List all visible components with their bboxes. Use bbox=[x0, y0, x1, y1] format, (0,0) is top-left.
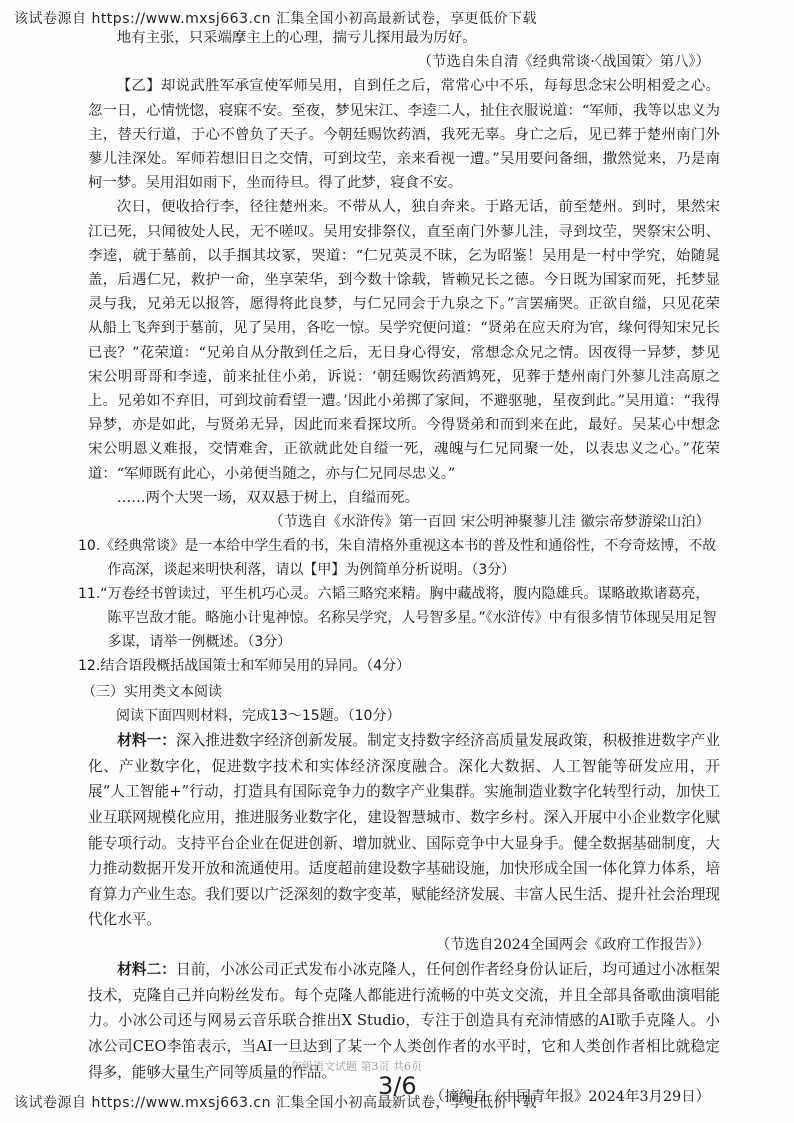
footer-page-caption: 八年级语文试题 第3页 共6页 bbox=[280, 1060, 422, 1073]
question-text: 《经典常谈》是一本给中学生看的书，朱自清格外重视这本书的普及性和通俗性，不夸奇炫博，不故作高深，谈起来明快利落，请以【甲】为例简单分析说明。（3分） bbox=[100, 538, 717, 579]
passage-b-source: （节选自《水浒传》第一百回 宋公明神聚蓼儿洼 徽宗帝梦游梁山泊） bbox=[269, 514, 710, 531]
question-text: “万卷经书曾读过，平生机巧心灵。六韬三略究来精。胸中藏战将，腹内隐雄兵。谋略敢欺诸葛亮，陈平岂敌才能。略施小计鬼神惊。名称吴学究，人号智多星。”《水浒传》中有很多情节体现吴用足智多谋，请举一例概述。（3分） bbox=[100, 586, 717, 651]
question-list bbox=[78, 534, 720, 678]
passage-a-source: （节选自朱自清《经典常谈·〈战国策〉第八》） bbox=[417, 54, 710, 71]
question-item bbox=[78, 534, 720, 582]
material-two-text: 日前，小冰公司正式发布小冰克隆人，任何创作者经身份认证后，均可通过小冰框架技术，克隆自己并向粉丝发布。每个克隆人都能进行流畅的中英文交流，并且全部具备歌曲演唱能力。小冰公司还与网易云音乐联合推出X Studio，专注于创造具有充沛情感的AI歌手克隆人。小冰公司CEO李笛表示，当AI一旦达到了某一个人类创作者的水平时，它和人类创作者相比就稳定得多，能够大量生产同等质量的作品。 bbox=[88, 961, 720, 1081]
page-number: 3/6 bbox=[378, 1072, 417, 1100]
question-item bbox=[78, 654, 720, 678]
material-two-label: 材料二： bbox=[117, 961, 177, 979]
question-text: 结合语段概括战国策士和军师吴用的异同。（4分） bbox=[100, 658, 411, 675]
section-instruction: 阅读下面四则材料，完成13～15题。（10分） bbox=[116, 708, 401, 725]
content-body bbox=[78, 24, 720, 1109]
passage-b-para2: 次日，便收拾行李，径往楚州来。不带从人，独自奔来。于路无话，前至楚州。到时，果然宋江已死，只闻彼处人民，无不嗟叹。吴用安排祭仪，直至南门外蓼儿洼，寻到坟茔，哭祭宋公明、李逵，就于墓前，以手掴其坟冢，哭道：“仁兄英灵不昧，乞为昭鉴！吴用是一村中学究，始随晁盖，后遇仁兄，救护一命，坐享荣华，到今数十馀载，皆赖兄长之德。今日既为国家而死，托梦显灵与我，兄弟无以报答，愿得将此良梦，与仁兄同会于九泉之下。”言罢痛哭。正欲自缢，只见花荣从船上飞奔到于墓前，见了吴用，各吃一惊。吴学究便问道：“贤弟在应天府为官，缘何得知宋兄长已丧？”花荣道：“兄弟自从分散到任之后，无日身心得安，常想念众兄之情。因夜得一异梦，梦见宋公明哥哥和李逵，前来扯住小弟，诉说：‘朝廷赐饮药酒鸩死，见葬于楚州南门外蓼儿洼高原之上。兄弟如不弃旧，可到坟前看望一遭。’因此小弟掷了家间，不避驱驰，星夜到此。”吴用道：“我得异梦，亦是如此，与贤弟无异，因此而来看探坟所。今得贤弟和而到来在此，最好。吴某心中想念宋公明恩义难报，交情难舍，正欲就此处自缢一死，魂魄与仁兄同聚一处，以表忠义之心。”花荣道：“军师既有此心，小弟便当随之，亦与仁兄同尽忠义。” bbox=[88, 199, 720, 482]
material-one-text: 深入推进数字经济创新发展。制定支持数字经济高质量发展政策，积极推进数字产业化、产业数字化，促进数字技术和实体经济深度融合。深化大数据、人工智能等研发应用，开展“人工智能+”行动，打造具有国际竞争力的数字产业集群。实施制造业数字化转型行动，加快工业互联网规模化应用，推进服务业数字化，建设智慧城市、数字乡村。深入开展中小企业数字化赋能专项行动。支持平台企业在促进创新、增加就业、国际竞争中大显身手。健全数据基础制度，大力推动数据开发开放和流通使用。适度超前建设数字基础设施，加快形成全国一体化算力体系，培育算力产业生态。我们要以广泛深刻的数字变革，赋能经济发展、丰富人民生活、提升社会治理现代化水平。 bbox=[88, 732, 720, 929]
material-one-source: （节选自2024全国两会《政府工作报告》） bbox=[435, 937, 710, 954]
passage-b-para1: 【乙】却说武胜军承宣使军师吴用，自到任之后，常常心中不乐，每每思念宋公明相爱之心。忽一日，心情恍惚，寝寐不安。至夜，梦见宋江、李逵二人，扯住衣服说道：“军师，我等以忠义为主，替天行道，于心不曾负了天子。今朝廷赐饮药酒，我死无辜。身亡之后，见已葬于楚州南门外蓼儿洼深处。军师若想旧日之交情，可到坟茔，亲来看视一遭。”吴用要问备细，撒然觉来，乃是南柯一梦。吴用泪如雨下，坐而待旦。得了此梦，寝食不安。 bbox=[88, 78, 720, 192]
question-item bbox=[78, 582, 720, 654]
passage-a-tail-line: 地有主张，只采端摩主上的心理，揣亏儿探用最为厉好。 bbox=[116, 30, 477, 46]
question-number: 12. bbox=[78, 658, 101, 675]
watermark-bottom: 该试卷源自 https://www.mxsj663.cn 汇集全国小初高最新试卷，享更低价下载 bbox=[14, 1095, 537, 1111]
watermark-top: 该试卷源自 https://www.mxsj663.cn 汇集全国小初高最新试卷，享更低价下载 bbox=[14, 11, 537, 27]
question-number: 11. bbox=[78, 586, 101, 603]
question-number: 10. bbox=[78, 538, 101, 555]
section-title: （三）实用类文本阅读 bbox=[82, 684, 222, 701]
passage-b-para3: ……两个大哭一场，双双悬于树上，自缢而死。 bbox=[116, 489, 420, 506]
material-two-source: （摘编自《中国青年报》2024年3月29日） bbox=[430, 1089, 710, 1106]
material-one bbox=[88, 728, 720, 933]
material-one-label: 材料一： bbox=[117, 732, 177, 750]
